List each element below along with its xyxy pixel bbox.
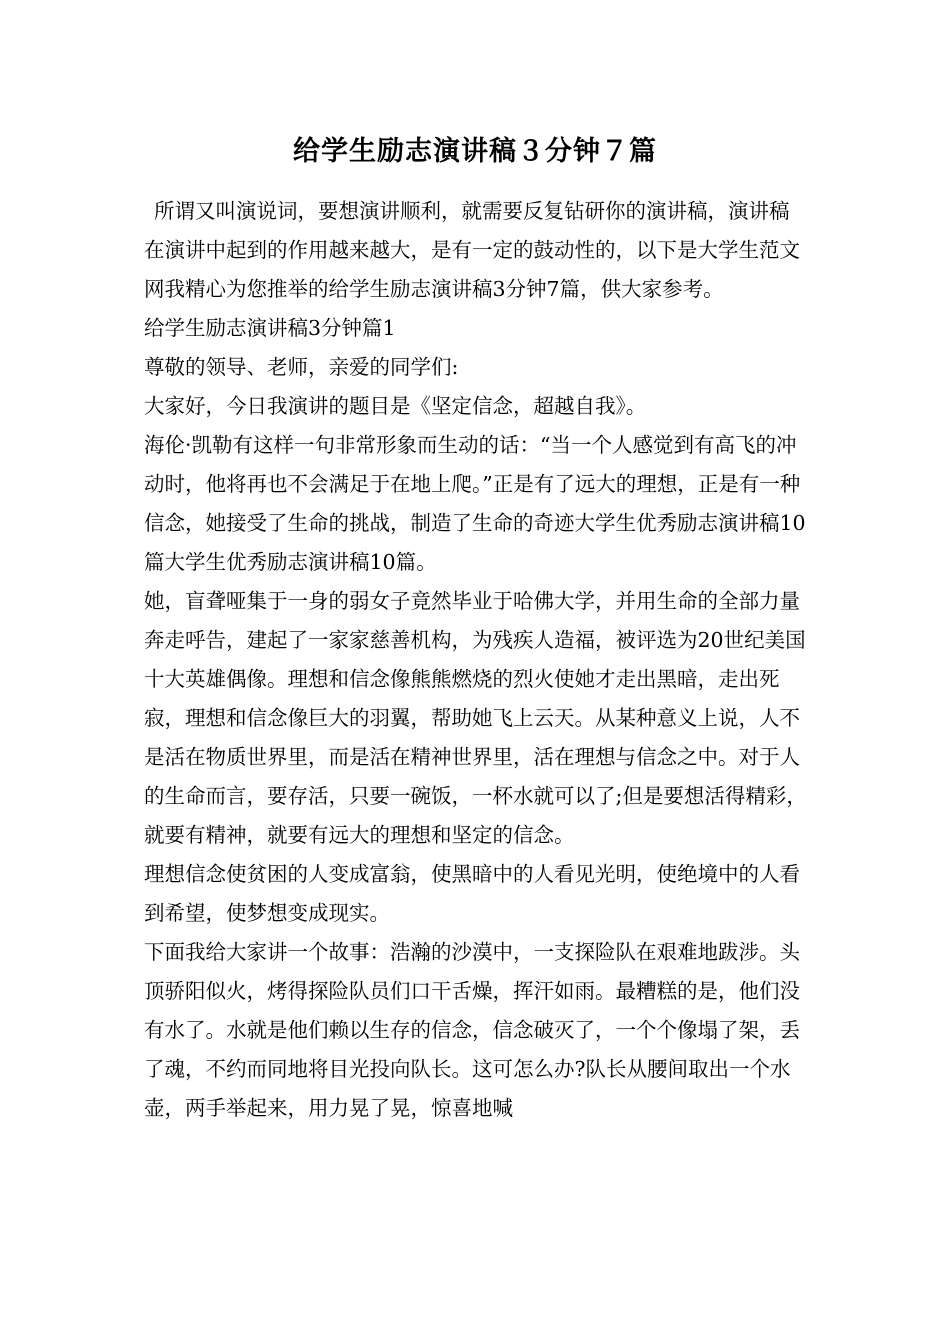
body-paragraph: 她，盲聋哑集于一身的弱女子竟然毕业于哈佛大学，并用生命的全部力量奔走呼告，建起了一家家慈善机构，为残疾人造福，被评选为20世纪美国十大英雄偶像。理想和信念像熊熊燃烧的烈火使她才走出黑暗，走出死寂，理想和信念像巨大的羽翼，帮助她飞上云天。从某种意义上说，人不是活在物质世界里，而是活在精神世界里，活在理想与信念之中。对于人的生命而言，要存活，只要一碗饭，一杯水就可以了;但是要想活得精彩，就要有精神，就要有远大的理想和坚定的信念。	[144, 589, 807, 847]
body-paragraph: 大家好，今日我演讲的题目是《坚定信念，超越自我》。	[144, 394, 647, 418]
body-paragraph: 理想信念使贫困的人变成富翁，使黑暗中的人看见光明，使绝境中的人看到希望，使梦想变成现实。	[144, 862, 800, 925]
body-paragraph: 尊敬的领导、老师，亲爱的同学们:	[144, 355, 459, 379]
intro-paragraph: 所谓又叫演说词，要想演讲顺利，就需要反复钻研你的演讲稿，演讲稿在演讲中起到的作用越来越大，是有一定的鼓动性的，以下是大学生范文网我精心为您推举的给学生励志演讲稿3分钟7篇，供大家参考。	[144, 199, 800, 301]
document-body	[144, 192, 808, 1128]
body-paragraph: 下面我给大家讲一个故事：浩瀚的沙漠中，一支探险队在艰难地跋涉。头顶骄阳似火，烤得探险队员们口干舌燥，挥汗如雨。最糟糕的是，他们没有水了。水就是他们赖以生存的信念，信念破灭了，一个个像塌了架，丢了魂，不约而同地将目光投向队长。这可怎么办?队长从腰间取出一个水壶，两手举起来，用力晃了晃，惊喜地喊	[144, 940, 800, 1120]
section-heading: 给学生励志演讲稿3分钟篇1	[144, 316, 396, 340]
document-title: 给学生励志演讲稿３分钟７篇	[293, 136, 657, 167]
body-paragraph: 海伦·凯勒有这样一句非常形象而生动的话：“当一个人感觉到有高飞的冲动时，他将再也不会满足于在地上爬。”正是有了远大的理想，正是有一种信念，她接受了生命的挑战，制造了生命的奇迹大学生优秀励志演讲稿10篇大学生优秀励志演讲稿10篇。	[144, 433, 806, 574]
